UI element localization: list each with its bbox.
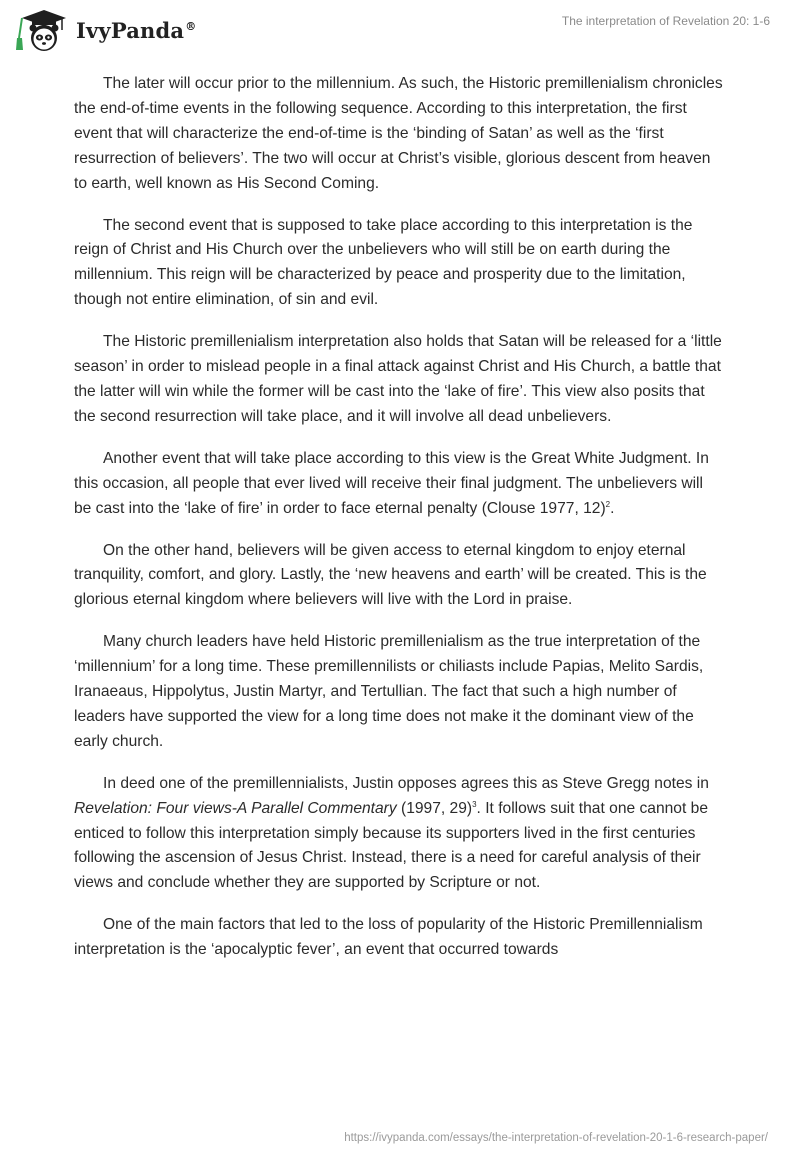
paragraph: One of the main factors that led to the loss of popularity of the Historic Premillennialism interpretation is the ‘apocalyptic fever’, an event that occurred towards: [74, 916, 703, 959]
book-title: Revelation: Four views-A Parallel Commentary: [74, 799, 397, 817]
source-url-link[interactable]: https://ivypanda.com/essays/the-interpretation-of-revelation-20-1-6-research-paper/: [344, 1132, 768, 1144]
paragraph: The later will occur prior to the millennium. As such, the Historic premillenialism chronicles the end-of-time events in the following sequence. According to this interpretation, the first event that will characterize the end-of-time is the ‘binding of Satan’ as well as the ‘first resurrection of believers’. The two will occur at Christ’s visible, glorious descent from heaven to earth, well known as His Second Coming.: [74, 75, 723, 192]
panda-graduate-icon: [14, 8, 70, 52]
ivypanda-logo[interactable]: [14, 8, 196, 52]
paragraph: Many church leaders have held Historic premillenialism as the true interpretation of the ‘millennium’ for a long time. These premillennilists or chiliasts include Papias, Melito Sardis, Iranaeaus, Hippolytus, Justin Martyr, and Tertullian. The fact that such a high number of leaders have supported the view for a long time does not make it the dominant view of the early church.: [74, 633, 704, 750]
essay-body: [74, 72, 724, 980]
footnote-ref[interactable]: 2: [605, 499, 611, 509]
footnote-ref[interactable]: 3: [472, 799, 477, 809]
page-header: [0, 0, 800, 62]
paragraph: The Historic premillenialism interpretation also holds that Satan will be released for a ‘little season’ in order to mislead people in a final attack against Christ and His Church, a battle that the latter will win while the former will be cast into the ‘lake of fire’. This view also posits that the second resurrection will take place, and it will involve all dead unbelievers.: [74, 333, 722, 425]
brand-name: IvyPanda®: [76, 17, 197, 43]
paragraph: Another event that will take place according to this view is the Great White Judgment. In this occasion, all people that ever lived will receive their final judgment. The unbelievers will be cast into the ‘lake of fire’ in order to face eternal penalty (Clouse 1977, 12)$^2$.: [74, 449, 709, 517]
paragraph: The second event that is supposed to take place according to this interpretation is the reign of Christ and His Church over the unbelievers who will still be on earth during the millennium. This reign will be characterized by peace and prosperity due to the limitation, though not entire elimination, of sin and evil.: [74, 216, 693, 309]
document-title: The interpretation of Revelation 20: 1-6: [561, 14, 770, 28]
paragraph: On the other hand, believers will be given access to eternal kingdom to enjoy eternal tranquility, comfort, and glory. Lastly, the ‘new heavens and earth’ will be created. This is the glorious eternal kingdom where believers will live with the Lord in praise.: [74, 541, 707, 609]
paragraph: In deed one of the premillennialists, Justin opposes agrees this as Steve Gregg notes in Revelation: Four views-A Parallel Commentary (1997, 29)$^3$. It follows suit that one cannot be enticed to follow this interpretation simply because its supporters lived in the first centuries following the ascension of Jesus Christ. Instead, there is a need for careful analysis of their views and conclude whether they are supported by Scripture or not.: [74, 774, 709, 892]
